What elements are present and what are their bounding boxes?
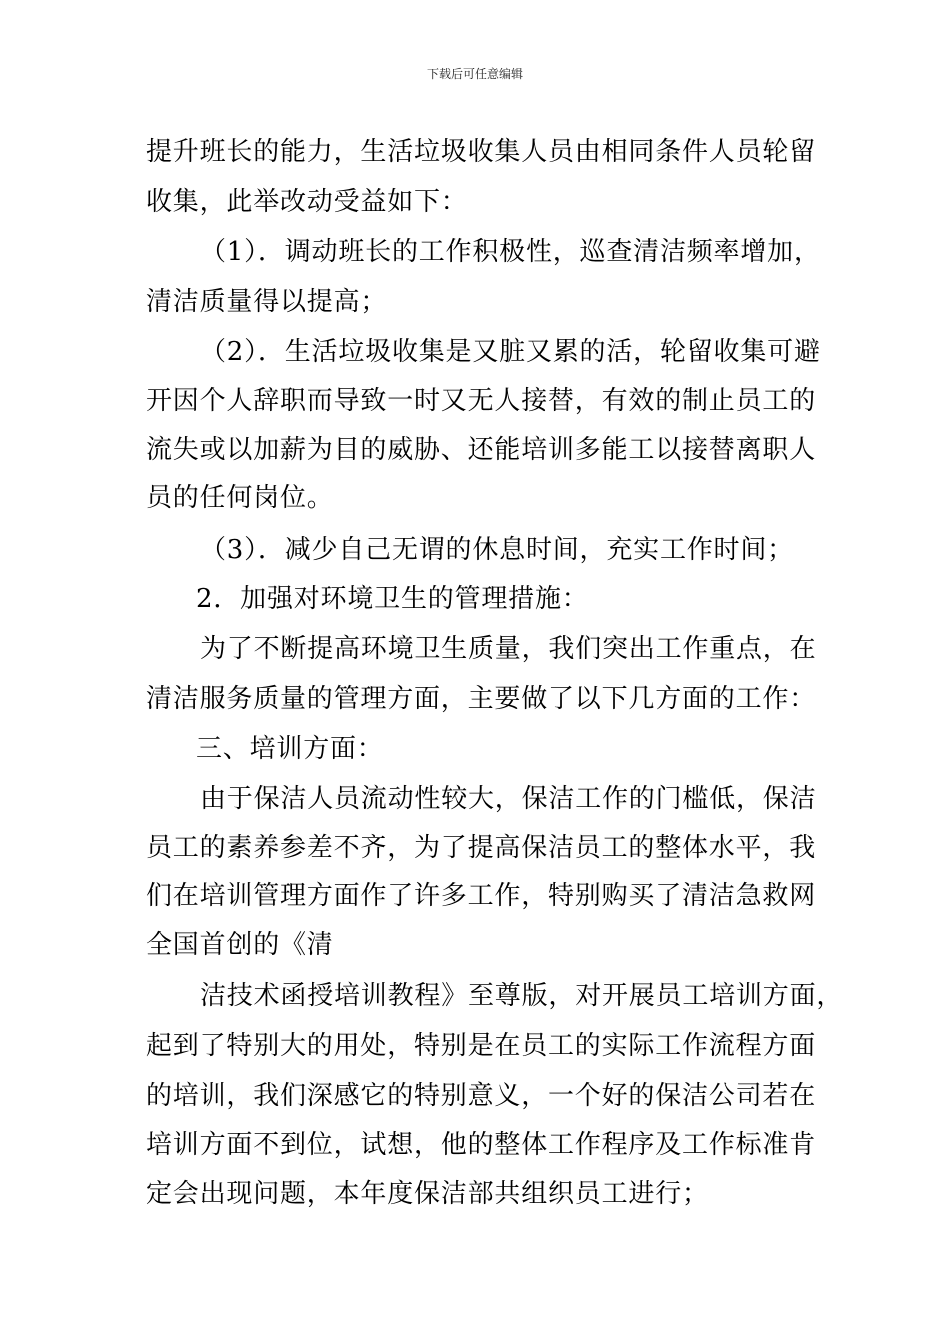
paragraph-line: 清洁质量得以提高； [146, 287, 388, 317]
paragraph-line: 全国首创的《清 [146, 930, 334, 960]
paragraph-line: 起到了特别大的用处，特别是在员工的实际工作流程方面 [146, 1031, 817, 1061]
paragraph-line: 提升班长的能力，生活垃圾收集人员由相同条件人员轮留 [146, 137, 817, 167]
paragraph-line: （2）．生活垃圾收集是又脏又累的活，轮留收集可避 [200, 337, 821, 367]
paragraph-line: 由于保洁人员流动性较大，保洁工作的门槛低，保洁 [200, 784, 817, 814]
paragraph-line: 员的任何岗位。 [146, 483, 334, 513]
paragraph-line: 流失或以加薪为目的威胁、还能培训多能工以接替离职人 [146, 435, 817, 465]
paragraph-line: 培训方面不到位，试想，他的整体工作程序及工作标准肯 [146, 1130, 817, 1160]
paragraph-line: 清洁服务质量的管理方面，主要做了以下几方面的工作： [146, 684, 817, 714]
paragraph-line: 为了不断提高环境卫生质量，我们突出工作重点，在 [200, 634, 817, 664]
page-header: 下载后可任意编辑 [426, 67, 523, 81]
paragraph-line: 洁技术函授培训教程》至尊版，对开展员工培训方面， [200, 981, 844, 1011]
section-heading: 2．加强对环境卫生的管理措施： [196, 584, 589, 614]
paragraph-line: 开因个人辞职而导致一时又无人接替，有效的制止员工的 [146, 386, 817, 416]
paragraph-line: 定会出现问题，本年度保洁部共组织员工进行； [146, 1179, 709, 1209]
section-heading: 三、培训方面： [196, 734, 384, 764]
paragraph-line: 收集，此举改动受益如下： [146, 187, 468, 217]
paragraph-line: 的培训，我们深感它的特别意义，一个好的保洁公司若在 [146, 1081, 817, 1111]
paragraph-line: 们在培训管理方面作了许多工作，特别购买了清洁急救网 [146, 881, 817, 911]
paragraph-line: （3）．减少自己无谓的休息时间，充实工作时间； [200, 535, 794, 565]
paragraph-line: （1）．调动班长的工作积极性，巡查清洁频率增加， [200, 237, 821, 267]
paragraph-line: 员工的素养参差不齐，为了提高保洁员工的整体水平，我 [146, 833, 817, 863]
